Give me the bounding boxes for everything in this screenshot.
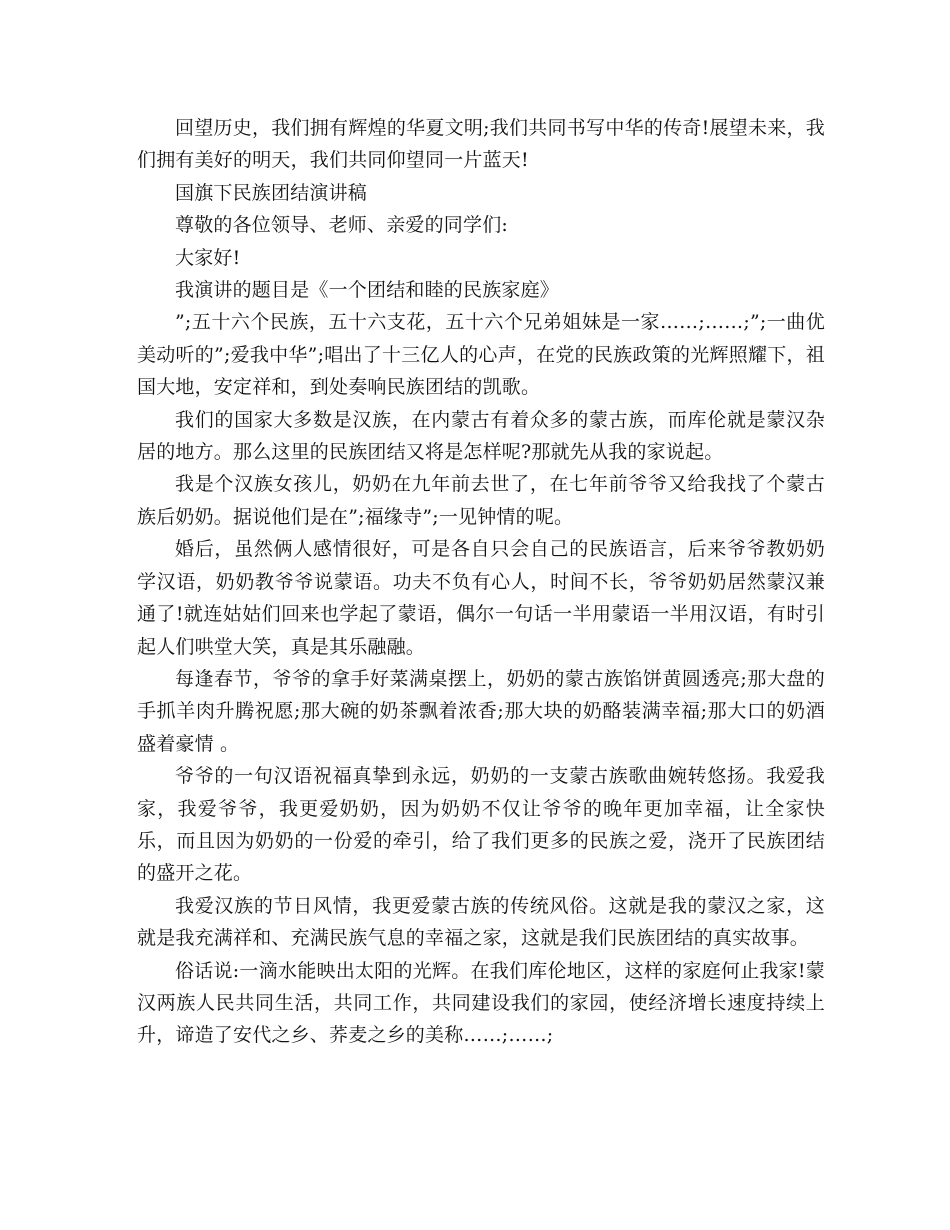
speech-title: 国旗下民族团结演讲稿: [175, 181, 368, 204]
paragraph-intro: 回望历史，我们拥有辉煌的华夏文明;我们共同书写中华的传奇!展望未来，我们拥有美好的明天，我们共同仰望同一片蓝天!: [137, 117, 825, 172]
speech-topic: 我演讲的题目是《一个团结和睦的民族家庭》: [175, 279, 560, 302]
paragraph: 我们的国家大多数是汉族，在内蒙古有着众多的蒙古族，而库伦就是蒙汉杂居的地方。那么这里的民族团结又将是怎样呢?那就先从我的家说起。: [137, 408, 825, 464]
paragraph: ”;五十六个民族，五十六支花，五十六个兄弟姐妹是一家……;……;”;一曲优美动听的”;爱我中华”;唱出了十三亿人的心声，在党的民族政策的光辉照耀下，祖国大地，安定祥和，到处奏响民族团结的凯歌。: [137, 311, 825, 399]
document-page: [137, 112, 825, 1052]
greeting: 大家好!: [175, 246, 241, 269]
paragraph: 每逢春节，爷爷的拿手好菜满桌摆上，奶奶的蒙古族馅饼黄圆透亮;那大盘的手抓羊肉升腾祝愿;那大碗的奶茶飘着浓香;那大块的奶酪装满幸福;那大口的奶酒盛着豪情 。: [137, 667, 825, 755]
paragraph: 我爱汉族的节日风情，我更爱蒙古族的传统风俗。这就是我的蒙汉之家，这就是我充满祥和、充满民族气息的幸福之家，这就是我们民族团结的真实故事。: [137, 894, 825, 950]
paragraph: 爷爷的一句汉语祝福真挚到永远，奶奶的一支蒙古族歌曲婉转悠扬。我爱我家，我爱爷爷，我更爱奶奶，因为奶奶不仅让爷爷的晚年更加幸福，让全家快乐，而且因为奶奶的一份爱的牵引，给了我们更多的民族之爱，浇开了民族团结的盛开之花。: [137, 765, 825, 885]
paragraph: 婚后，虽然俩人感情很好，可是各自只会自己的民族语言，后来爷爷教奶奶学汉语，奶奶教爷爷说蒙语。功夫不负有心人，时间不长，爷爷奶奶居然蒙汉兼通了!就连姑姑们回来也学起了蒙语，偶尔一句话一半用蒙语一半用汉语，有时引起人们哄堂大笑，真是其乐融融。: [137, 538, 825, 658]
salutation: 尊敬的各位领导、老师、亲爱的同学们:: [175, 214, 509, 237]
paragraph: 我是个汉族女孩儿，奶奶在九年前去世了，在七年前爷爷又给我找了个蒙古族后奶奶。据说他们是在”;福缘寺”;一见钟情的呢。: [137, 473, 825, 528]
paragraph: 俗话说:一滴水能映出太阳的光辉。在我们库伦地区，这样的家庭何止我家!蒙汉两族人民共同生活，共同工作，共同建设我们的家园，使经济增长速度持续上升，谛造了安代之乡、荞麦之乡的美称……;……;: [137, 959, 825, 1047]
